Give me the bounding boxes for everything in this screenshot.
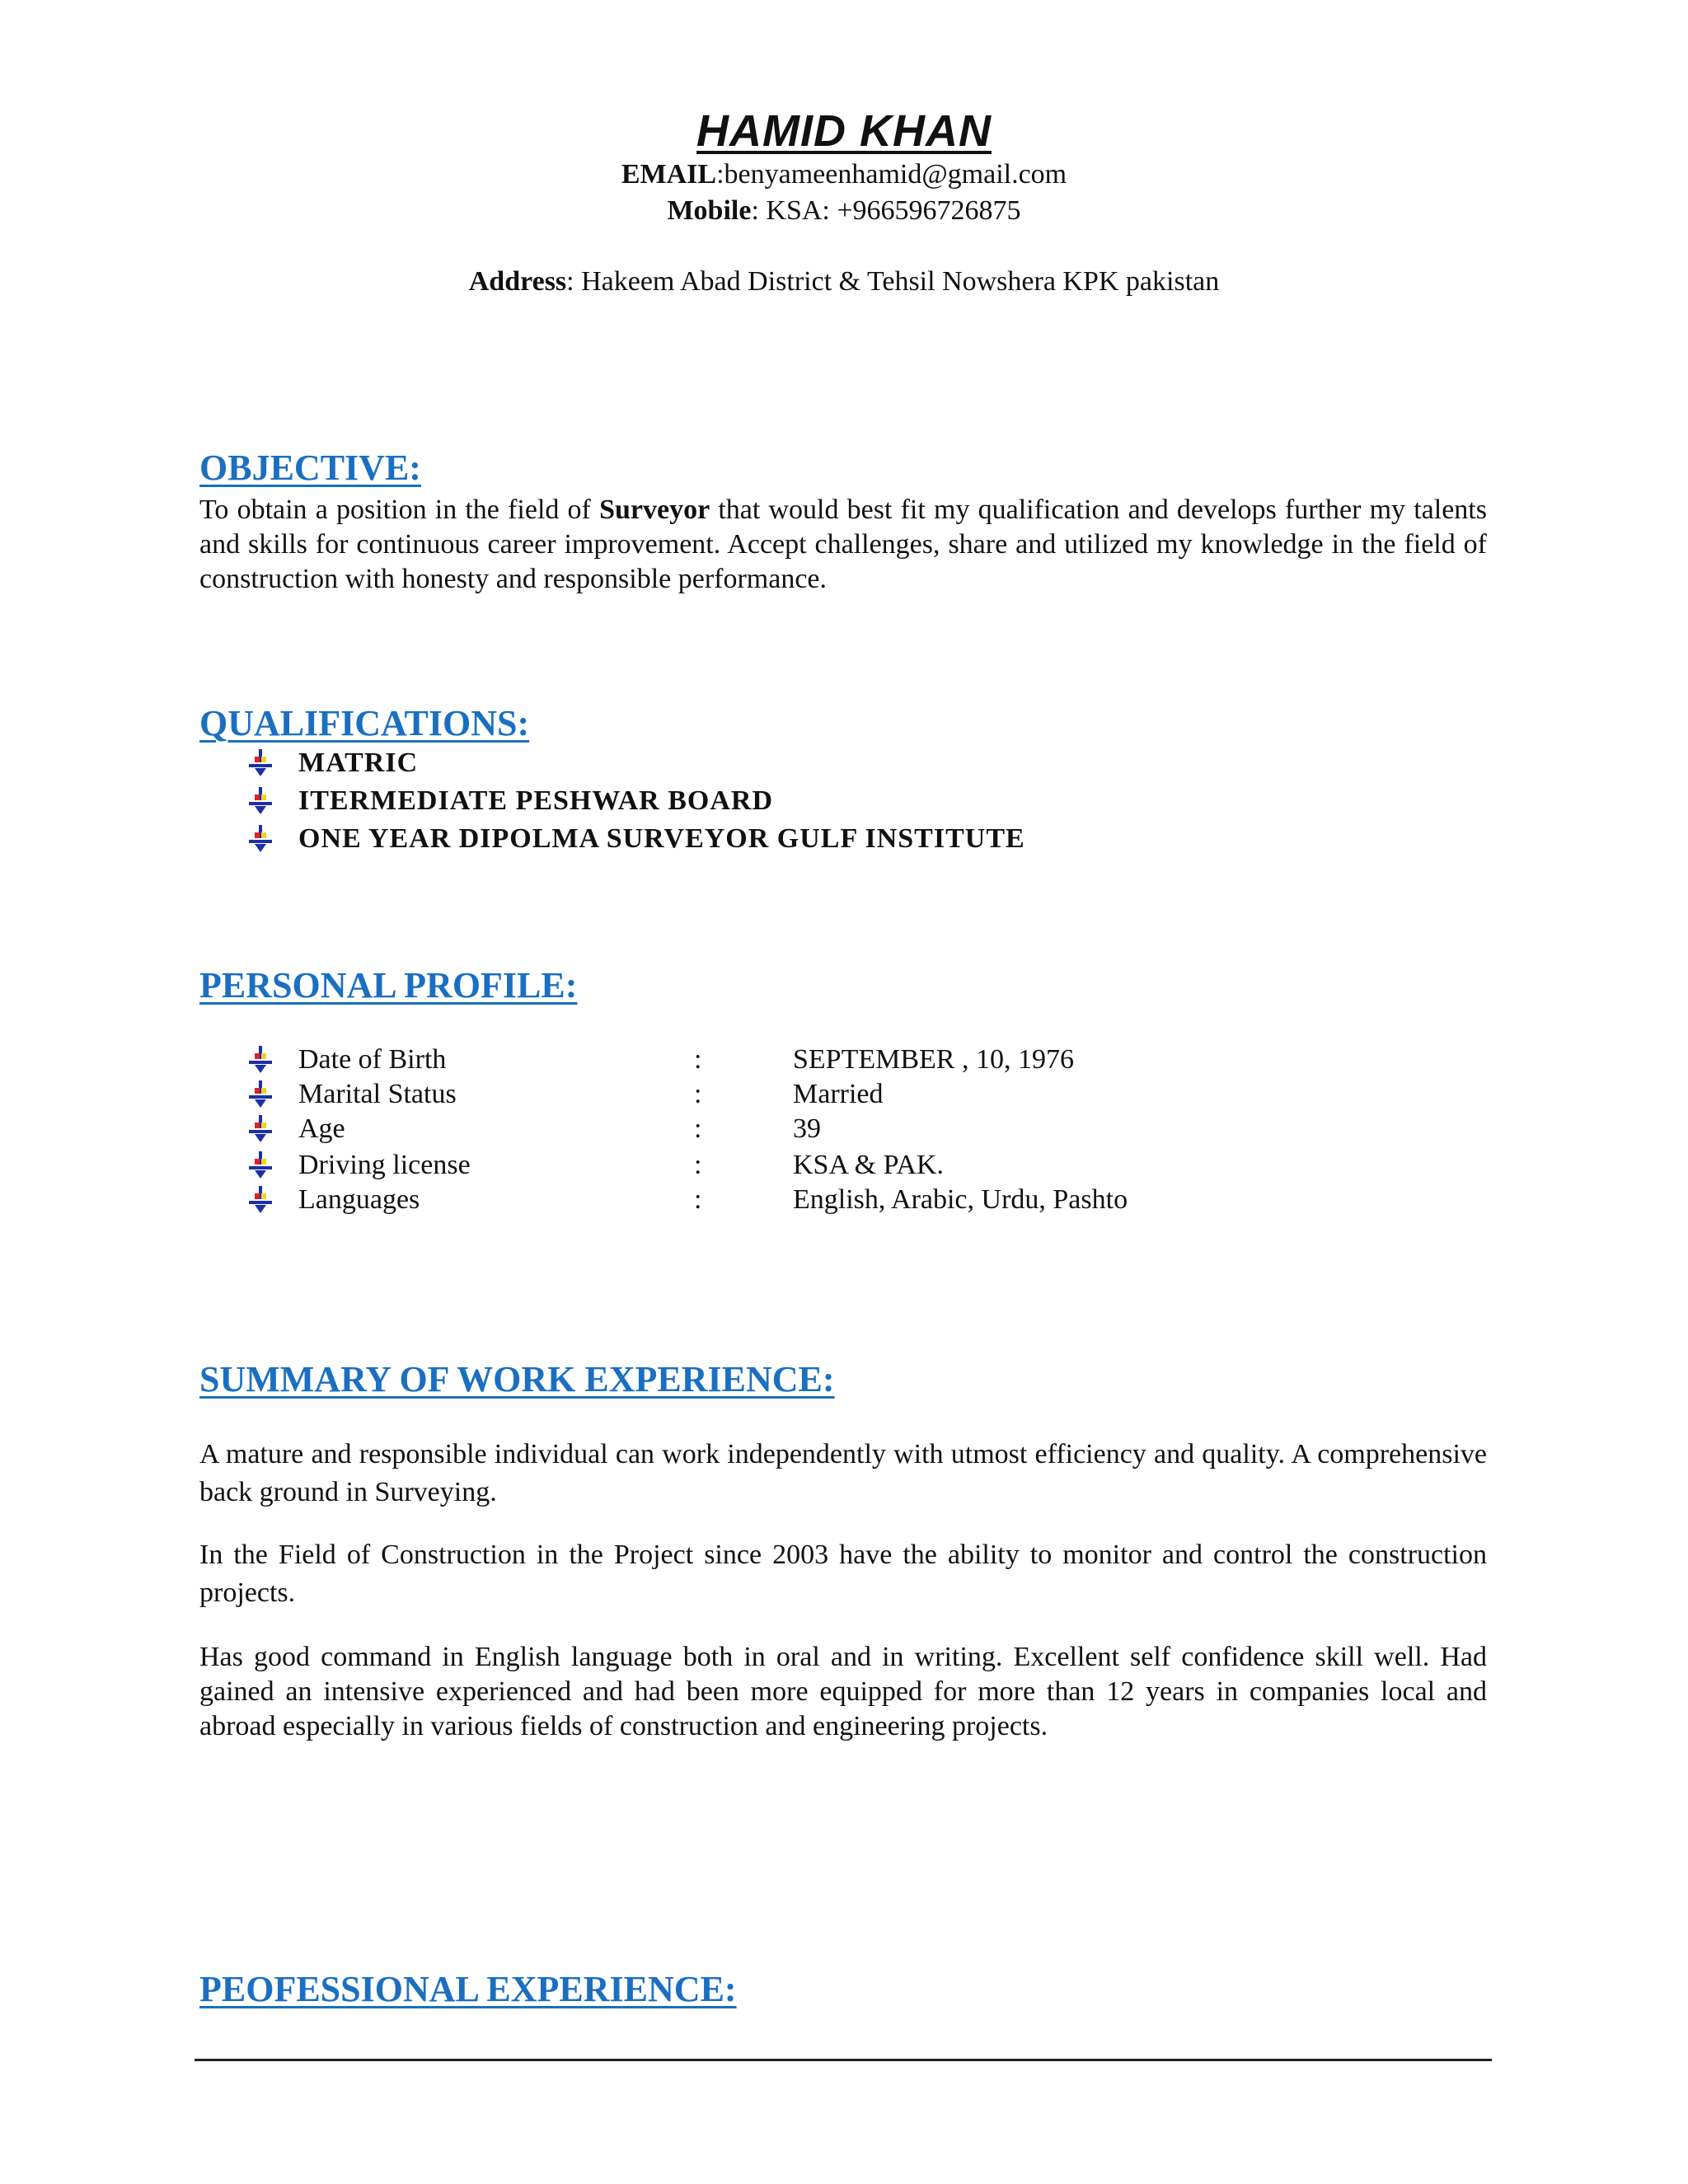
address-label: Address [468,266,567,297]
qualification-item: ITERMEDIATE PESHWAR BOARD [247,783,773,819]
mobile-label: Mobile [667,195,752,226]
profile-value: 39 [793,1113,821,1144]
professional-experience-heading: PEOFESSIONAL EXPERIENCE: [199,1969,737,2009]
qualifications-heading: QUALIFICATIONS: [199,703,530,743]
arrow-down-bullet-icon [247,1080,274,1109]
email-value: benyameenhamid@gmail.com [724,159,1067,190]
email-line: EMAIL:benyameenhamid@gmail.com [621,159,1067,190]
candidate-name: HAMID KHAN [696,106,992,156]
mobile-line: Mobile: KSA: +966596726875 [667,195,1021,226]
objective-highlight: Surveyor [599,494,710,525]
profile-label: Marital Status [298,1079,457,1109]
arrow-down-bullet-icon [247,1185,274,1215]
summary-paragraph: In the Field of Construction in the Project since 2003 have the ability to monitor and control the construction projects. [199,1540,1487,1608]
qualification-item: MATRIC [247,745,418,781]
address-line: Address: Hakeem Abad District & Tehsil Nowshera KPK pakistan [468,266,1220,297]
email-label: EMAIL [621,159,717,190]
profile-row-languages: Languages : English, Arabic, Urdu, Pashto [247,1182,1128,1218]
summary-paragraph: A mature and responsible individual can work independently with utmost efficiency and quality. A comprehensive back ground in Surveying. [199,1439,1487,1507]
objective-heading: OBJECTIVE: [199,448,421,488]
mobile-value: KSA: +966596726875 [766,195,1021,226]
profile-row-dob: Date of Birth : SEPTEMBER , 10, 1976 [247,1042,1074,1078]
profile-label: Age [298,1113,345,1144]
summary-heading: SUMMARY OF WORK EXPERIENCE: [199,1359,835,1399]
arrow-down-bullet-icon [247,824,274,854]
profile-value: SEPTEMBER , 10, 1976 [793,1044,1074,1075]
profile-value: English, Arabic, Urdu, Pashto [793,1184,1128,1215]
profile-value: Married [793,1079,884,1109]
address-value: Hakeem Abad District & Tehsil Nowshera KPK pakistan [581,266,1220,297]
personal-profile-heading: PERSONAL PROFILE: [199,965,578,1005]
profile-value: KSA & PAK. [793,1150,944,1180]
arrow-down-bullet-icon [247,748,274,778]
arrow-down-bullet-icon [247,1114,274,1144]
profile-label: Date of Birth [298,1044,447,1075]
objective-text: To obtain a position in the field of Surveyor that would best fit my qualification and develops further my talents and skills for continuous career improvement. Accept challenges, share and utilized my knowledge in the field of construction with honesty and responsible performance. [199,494,1487,594]
profile-row-marital-status: Marital Status : Married [247,1076,884,1113]
arrow-down-bullet-icon [247,1045,274,1075]
profile-row-driving-license: Driving license : KSA & PAK. [247,1147,944,1183]
profile-row-age: Age : 39 [247,1111,821,1147]
profile-label: Driving license [298,1150,471,1180]
profile-label: Languages [298,1184,420,1215]
arrow-down-bullet-icon [247,786,274,816]
qualification-item: ONE YEAR DIPOLMA SURVEYOR GULF INSTITUTE [247,821,1025,857]
summary-paragraph: Has good command in English language both in oral and in writing. Excellent self confidence skill well. Had gained an intensive experienced and had been more equipped for more than 12 years in companies local and abroad especially in various fields of construction and engineering projects. [199,1642,1487,1741]
divider-line [195,2059,1492,2061]
arrow-down-bullet-icon [247,1151,274,1180]
